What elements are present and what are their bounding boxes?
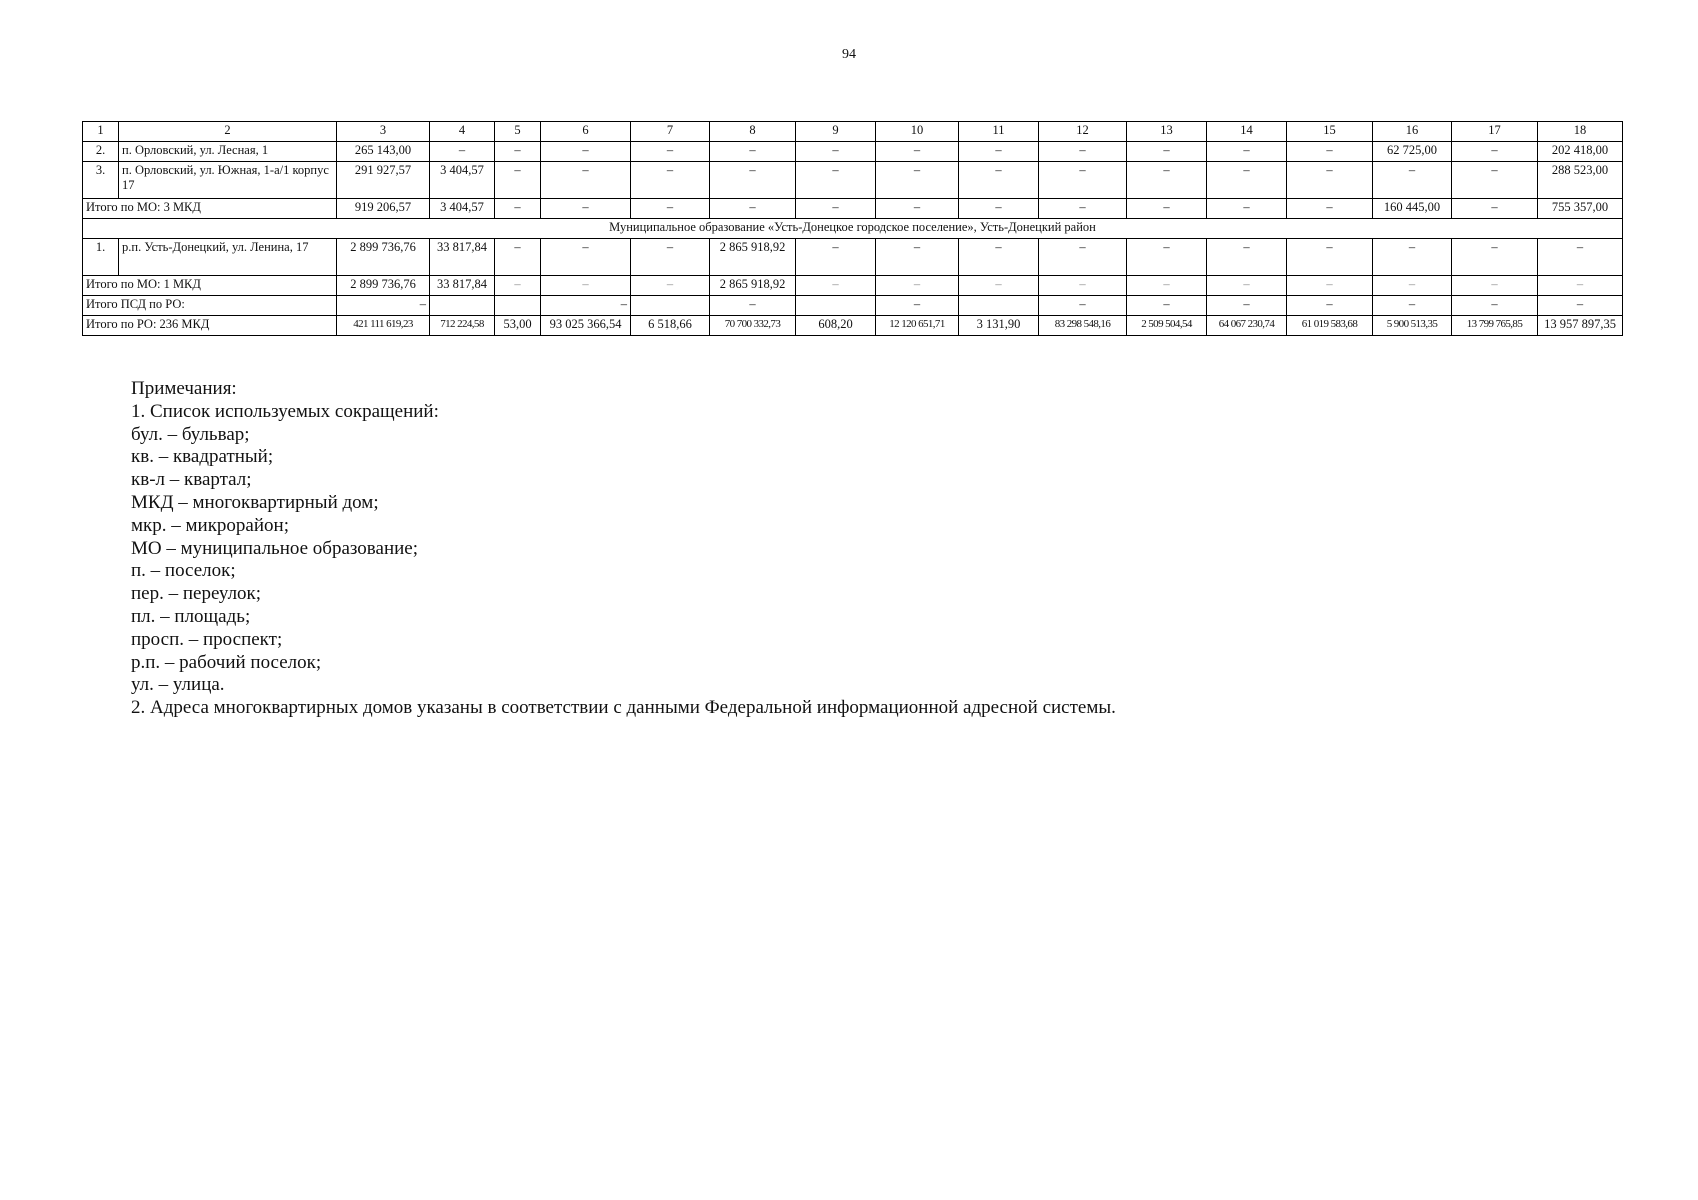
value-cell: –: [1039, 239, 1127, 276]
value-cell: –: [541, 199, 631, 219]
value-cell: –: [541, 296, 631, 316]
value-cell: –: [495, 142, 541, 162]
value-cell: –: [1127, 296, 1207, 316]
value-cell: –: [710, 199, 796, 219]
value-cell: –: [1287, 199, 1373, 219]
notes-item: бул. – бульвар;: [131, 423, 250, 445]
value-cell: –: [876, 276, 959, 296]
value-cell: 288 523,00: [1538, 162, 1623, 199]
notes-item: п. – поселок;: [131, 560, 236, 582]
value-cell: –: [876, 162, 959, 199]
value-cell: 2 509 504,54: [1127, 316, 1207, 336]
notes-item: пл. – площадь;: [131, 605, 251, 627]
value-cell: 160 445,00: [1373, 199, 1452, 219]
value-cell: 919 206,57: [337, 199, 430, 219]
table-header-row: [83, 122, 1623, 142]
notes-section: [131, 378, 1116, 720]
total-label: Итого по РО: 236 МКД: [83, 316, 337, 336]
value-cell: –: [796, 199, 876, 219]
header-cell: 17: [1452, 122, 1538, 142]
value-cell: –: [959, 162, 1039, 199]
value-cell: –: [1287, 296, 1373, 316]
value-cell: 53,00: [495, 316, 541, 336]
header-cell: 8: [710, 122, 796, 142]
value-cell: –: [1452, 142, 1538, 162]
total-row: [83, 276, 1623, 296]
value-cell: –: [1127, 239, 1207, 276]
value-cell: –: [1538, 239, 1623, 276]
value-cell: 33 817,84: [430, 239, 495, 276]
value-cell: 61 019 583,68: [1287, 316, 1373, 336]
value-cell: 12 120 651,71: [876, 316, 959, 336]
value-cell: –: [631, 162, 710, 199]
value-cell: –: [541, 162, 631, 199]
row-number: 2.: [83, 142, 119, 162]
header-cell: 1: [83, 122, 119, 142]
value-cell: –: [710, 296, 796, 316]
value-cell: –: [959, 239, 1039, 276]
value-cell: –: [1127, 276, 1207, 296]
value-cell: –: [631, 199, 710, 219]
value-cell: [959, 296, 1039, 316]
value-cell: –: [1287, 239, 1373, 276]
value-cell: –: [1452, 162, 1538, 199]
value-cell: 93 025 366,54: [541, 316, 631, 336]
value-cell: –: [495, 162, 541, 199]
value-cell: 3 131,90: [959, 316, 1039, 336]
value-cell: –: [710, 162, 796, 199]
value-cell: 421 111 619,23: [337, 316, 430, 336]
value-cell: –: [1039, 162, 1127, 199]
value-cell: [495, 296, 541, 316]
value-cell: –: [1538, 296, 1623, 316]
header-cell: 16: [1373, 122, 1452, 142]
value-cell: –: [1373, 239, 1452, 276]
value-cell: –: [876, 142, 959, 162]
value-cell: [430, 296, 495, 316]
value-cell: –: [541, 142, 631, 162]
value-cell: 70 700 332,73: [710, 316, 796, 336]
value-cell: –: [1452, 199, 1538, 219]
value-cell: 712 224,58: [430, 316, 495, 336]
notes-item: просп. – проспект;: [131, 628, 283, 650]
section-row: [83, 219, 1623, 239]
header-cell: 5: [495, 122, 541, 142]
value-cell: –: [959, 199, 1039, 219]
grand-total-row: [83, 316, 1623, 336]
value-cell: –: [1452, 276, 1538, 296]
header-cell: 2: [119, 122, 337, 142]
value-cell: 2 865 918,92: [710, 239, 796, 276]
notes-item: кв-л – квартал;: [131, 469, 252, 491]
value-cell: –: [796, 239, 876, 276]
value-cell: –: [495, 199, 541, 219]
value-cell: –: [1039, 296, 1127, 316]
total-row: [83, 199, 1623, 219]
value-cell: 3 404,57: [430, 162, 495, 199]
value-cell: 83 298 548,16: [1039, 316, 1127, 336]
value-cell: –: [430, 142, 495, 162]
header-cell: 12: [1039, 122, 1127, 142]
header-cell: 3: [337, 122, 430, 142]
header-cell: 11: [959, 122, 1039, 142]
value-cell: –: [337, 296, 430, 316]
total-label: Итого ПСД по РО:: [83, 296, 337, 316]
value-cell: 291 927,57: [337, 162, 430, 199]
row-number: 1.: [83, 239, 119, 276]
address-cell: р.п. Усть-Донецкий, ул. Ленина, 17: [119, 239, 337, 276]
report-table: [82, 121, 1623, 336]
value-cell: 6 518,66: [631, 316, 710, 336]
notes-item: ул. – улица.: [131, 674, 225, 696]
value-cell: –: [1373, 162, 1452, 199]
value-cell: –: [1207, 276, 1287, 296]
notes-item: МО – муниципальное образование;: [131, 537, 419, 559]
value-cell: –: [1287, 162, 1373, 199]
value-cell: 13 799 765,85: [1452, 316, 1538, 336]
value-cell: –: [1039, 199, 1127, 219]
value-cell: –: [541, 276, 631, 296]
value-cell: –: [1127, 142, 1207, 162]
notes-item: кв. – квадратный;: [131, 446, 274, 468]
value-cell: 202 418,00: [1538, 142, 1623, 162]
value-cell: –: [876, 239, 959, 276]
header-cell: 6: [541, 122, 631, 142]
value-cell: –: [1207, 239, 1287, 276]
header-cell: 15: [1287, 122, 1373, 142]
value-cell: –: [959, 276, 1039, 296]
value-cell: 608,20: [796, 316, 876, 336]
notes-item: 2. Адреса многоквартирных домов указаны в соответствии с данными Федеральной информационной адресной системы.: [131, 697, 1116, 719]
value-cell: –: [1207, 142, 1287, 162]
total-label: Итого по МО: 1 МКД: [83, 276, 337, 296]
value-cell: –: [959, 142, 1039, 162]
value-cell: –: [796, 276, 876, 296]
value-cell: –: [1373, 296, 1452, 316]
value-cell: –: [796, 162, 876, 199]
header-cell: 9: [796, 122, 876, 142]
value-cell: 2 899 736,76: [337, 239, 430, 276]
section-title: Муниципальное образование «Усть-Донецкое городское поселение», Усть-Донецкий район: [83, 219, 1623, 239]
table-row: [83, 239, 1623, 276]
value-cell: –: [631, 142, 710, 162]
address-cell: п. Орловский, ул. Южная, 1-а/1 корпус 17: [119, 162, 337, 199]
notes-item: мкр. – микрорайон;: [131, 514, 289, 536]
value-cell: 64 067 230,74: [1207, 316, 1287, 336]
header-cell: 4: [430, 122, 495, 142]
value-cell: –: [1538, 276, 1623, 296]
value-cell: –: [1452, 296, 1538, 316]
value-cell: –: [631, 276, 710, 296]
value-cell: –: [1127, 162, 1207, 199]
total-label: Итого по МО: 3 МКД: [83, 199, 337, 219]
header-cell: 10: [876, 122, 959, 142]
notes-item: 1. Список используемых сокращений:: [131, 400, 439, 422]
value-cell: –: [1207, 162, 1287, 199]
value-cell: –: [1207, 296, 1287, 316]
address-cell: п. Орловский, ул. Лесная, 1: [119, 142, 337, 162]
notes-item: р.п. – рабочий поселок;: [131, 651, 322, 673]
value-cell: –: [1039, 276, 1127, 296]
value-cell: [631, 296, 710, 316]
value-cell: –: [1373, 276, 1452, 296]
value-cell: 3 404,57: [430, 199, 495, 219]
value-cell: 265 143,00: [337, 142, 430, 162]
value-cell: 2 865 918,92: [710, 276, 796, 296]
row-number: 3.: [83, 162, 119, 199]
value-cell: –: [631, 239, 710, 276]
value-cell: 755 357,00: [1538, 199, 1623, 219]
value-cell: –: [796, 142, 876, 162]
value-cell: –: [876, 199, 959, 219]
value-cell: 13 957 897,35: [1538, 316, 1623, 336]
table-row: [83, 142, 1623, 162]
header-cell: 18: [1538, 122, 1623, 142]
value-cell: 33 817,84: [430, 276, 495, 296]
value-cell: –: [710, 142, 796, 162]
value-cell: –: [1207, 199, 1287, 219]
value-cell: –: [1039, 142, 1127, 162]
value-cell: [796, 296, 876, 316]
value-cell: –: [1287, 276, 1373, 296]
notes-item: МКД – многоквартирный дом;: [131, 491, 379, 513]
total-row: [83, 296, 1623, 316]
table-row: [83, 162, 1623, 199]
notes-item: пер. – переулок;: [131, 583, 262, 605]
value-cell: –: [1127, 199, 1207, 219]
value-cell: –: [1287, 142, 1373, 162]
header-cell: 13: [1127, 122, 1207, 142]
value-cell: 62 725,00: [1373, 142, 1452, 162]
value-cell: 5 900 513,35: [1373, 316, 1452, 336]
header-cell: 14: [1207, 122, 1287, 142]
value-cell: –: [541, 239, 631, 276]
value-cell: –: [495, 276, 541, 296]
value-cell: –: [1452, 239, 1538, 276]
value-cell: –: [495, 239, 541, 276]
notes-heading: Примечания:: [131, 378, 237, 399]
value-cell: –: [876, 296, 959, 316]
page-number: 94: [842, 47, 856, 62]
header-cell: 7: [631, 122, 710, 142]
value-cell: 2 899 736,76: [337, 276, 430, 296]
